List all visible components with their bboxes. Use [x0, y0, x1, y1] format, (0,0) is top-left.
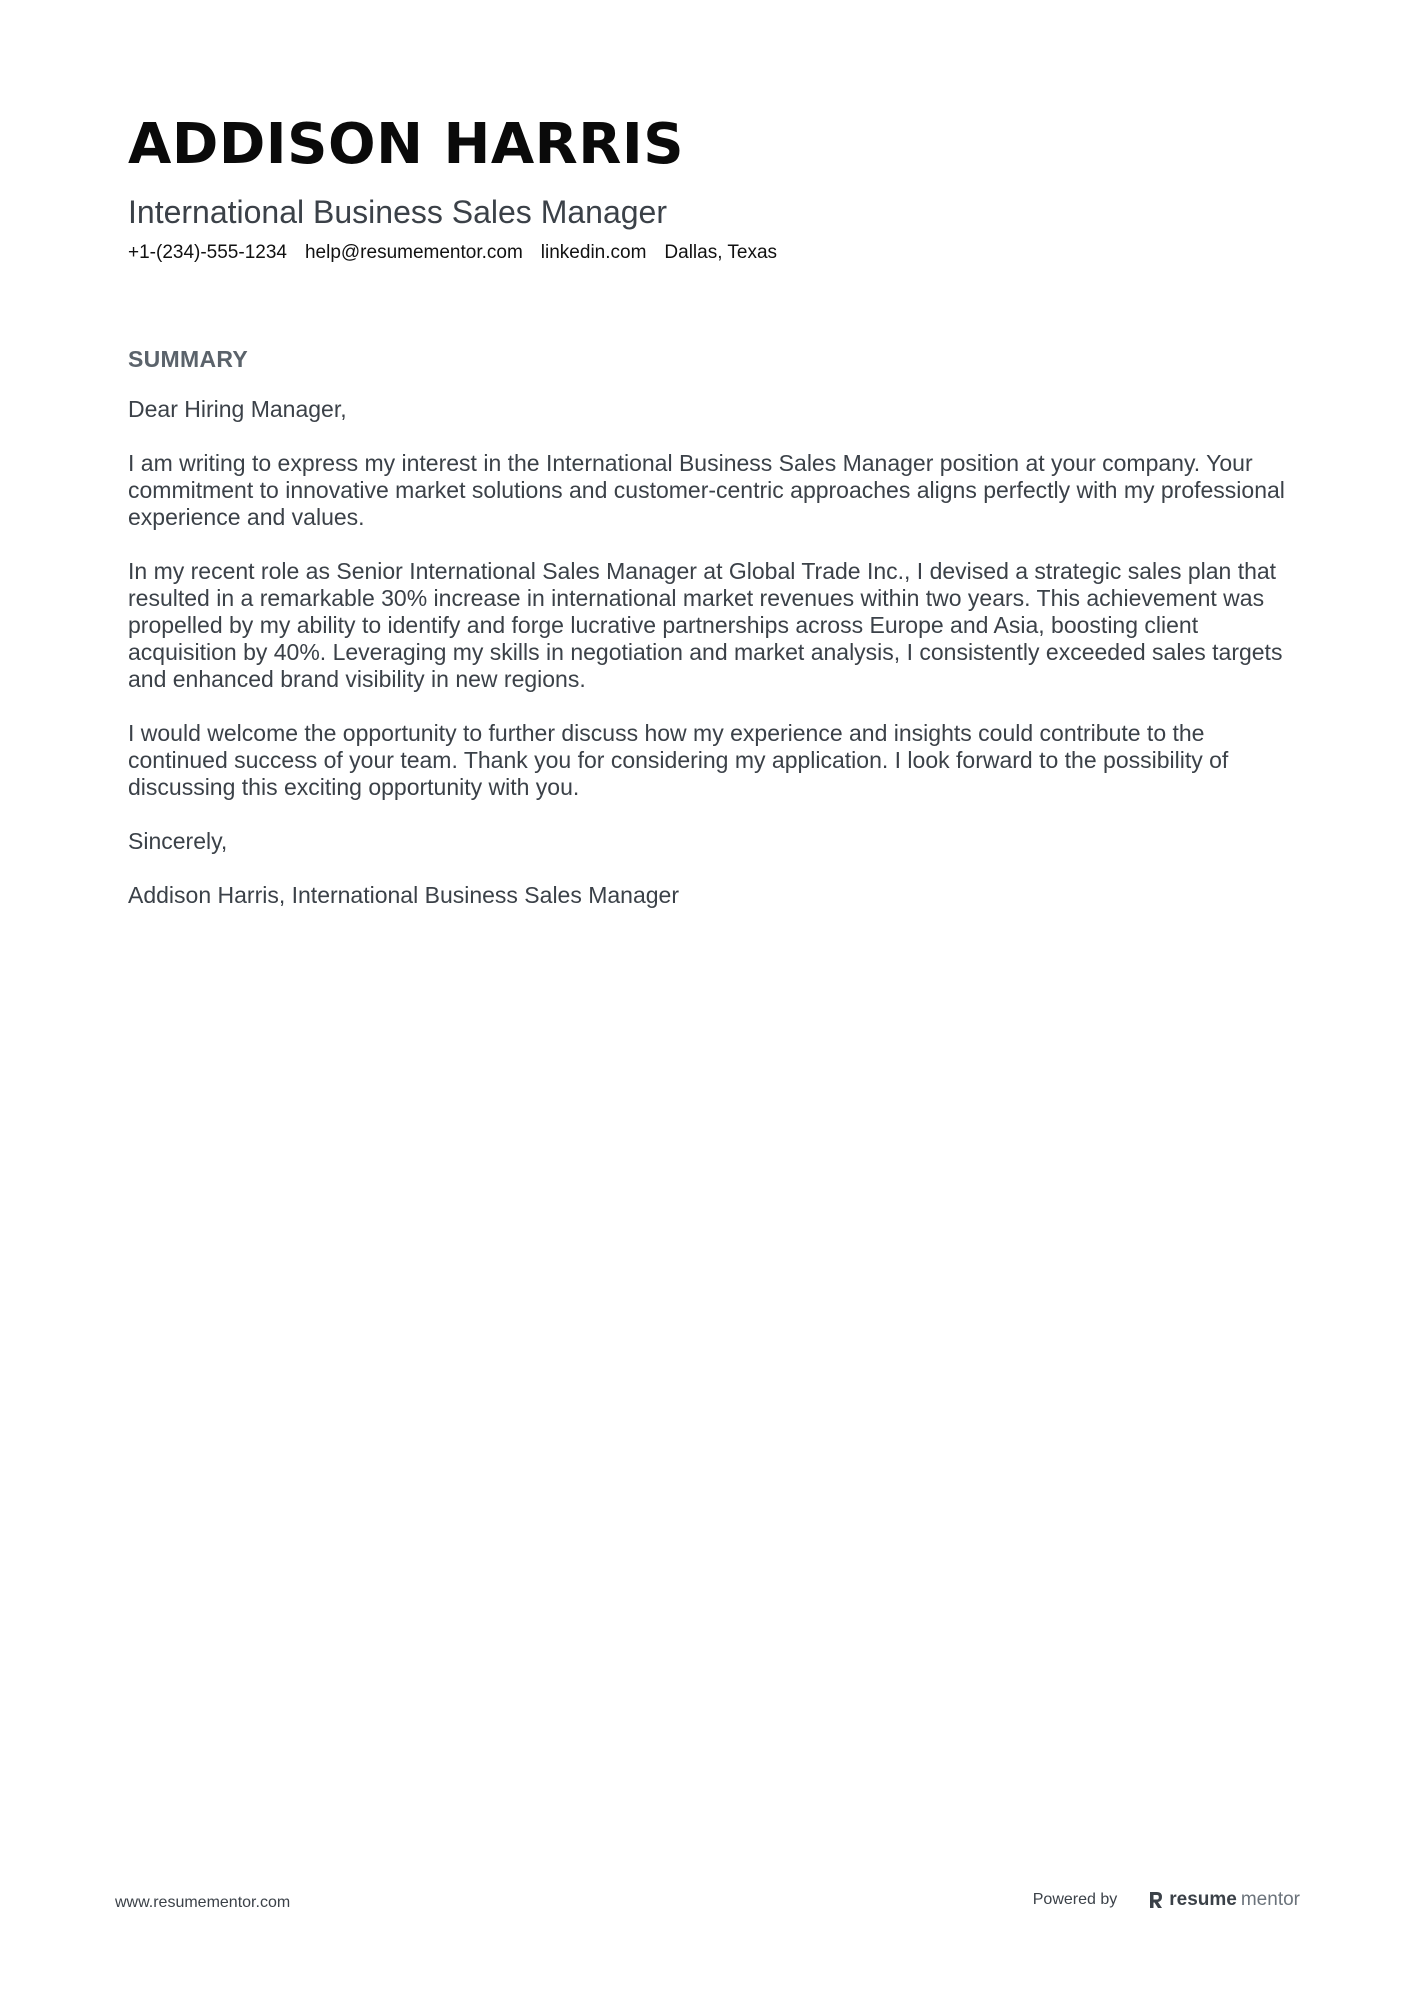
candidate-name: ADDISON HARRIS [128, 112, 685, 177]
contact-location: Dallas, Texas [664, 242, 778, 263]
brand-name-part1: resume [1169, 1889, 1237, 1910]
contact-website[interactable]: linkedin.com [540, 242, 647, 263]
contact-phone: +1-(234)-555-1234 [128, 242, 287, 263]
brand-logo[interactable] [1147, 1889, 1300, 1911]
section-heading: SUMMARY [128, 346, 249, 372]
brand-name-part2: mentor [1240, 1889, 1300, 1910]
letter-body [128, 396, 1308, 909]
letter-paragraph: In my recent role as Senior International Sales Manager at Global Trade Inc., I devised a strategic sales plan that resulted in a remarkable 30% increase in international market revenues within two years. This achievement was propelled by my ability to identify and forge lucrative partnerships across Europe and Asia, boosting client acquisition by 40%. Leveraging my skills in negotiation and market analysis, I consistently exceeded sales targets and enhanced brand visibility in new regions. [128, 558, 1283, 692]
resumementor-logo-icon [1147, 1890, 1165, 1910]
letter-paragraph: I would welcome the opportunity to further discuss how my experience and insights could contribute to the continued success of your team. Thank you for considering my application. I look forward to the possibility of discussing this exciting opportunity with you. [128, 720, 1229, 800]
footer-website[interactable]: www.resumementor.com [115, 1894, 291, 1911]
contact-info [128, 240, 1288, 266]
letter-closing: Sincerely, [128, 828, 228, 854]
summary-section [128, 344, 1308, 936]
header [128, 110, 1288, 266]
letter-paragraph: I am writing to express my interest in the International Business Sales Manager position at your company. Your commitment to innovative market solutions and customer-centric approaches aligns perfectly with my professional experience and values. [128, 450, 1285, 530]
letter-signature: Addison Harris, International Business Sales Manager [128, 882, 680, 908]
contact-email[interactable]: help@resumementor.com [304, 242, 523, 263]
letter-greeting: Dear Hiring Manager, [128, 396, 347, 422]
job-title: International Business Sales Manager [128, 194, 667, 230]
footer-branding [1033, 1889, 1300, 1911]
powered-by-label: Powered by [1032, 1891, 1118, 1908]
